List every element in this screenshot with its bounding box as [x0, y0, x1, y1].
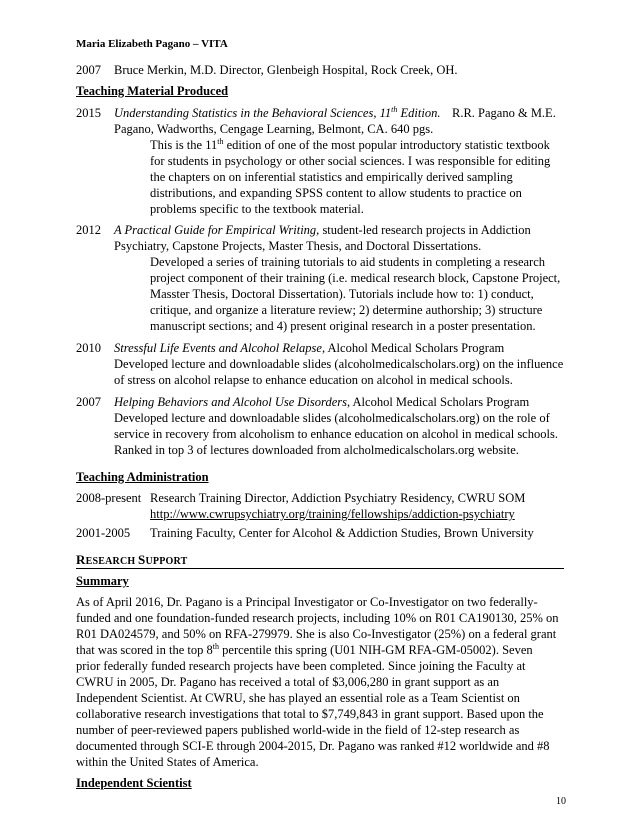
admin-years: 2008-present	[76, 491, 142, 505]
entry-year: 2007	[76, 395, 101, 409]
entry-title-rest: student-led research projects in Addiction	[319, 223, 531, 237]
lecture-title: Stressful Life Events and Alcohol Relapse	[114, 341, 322, 355]
admin-role: Training Faculty, Center for Alcohol & Addiction Studies, Brown University	[150, 526, 534, 540]
superscript: th	[391, 104, 398, 114]
entry-description: for students in psychology or other social sciences. I was responsible for editing	[150, 154, 551, 168]
entry-text: Ranked in top 3 of lectures downloaded from alcholmedicalscholars.org website.	[114, 443, 519, 457]
entry-description: Developed a series of training tutorials to aid students in completing a research	[150, 255, 546, 269]
entry-title-line	[114, 222, 531, 238]
lecture-title: Helping Behaviors and Alcohol Use Disorders	[114, 395, 347, 409]
entry-title-rest: , Alcohol Medical Scholars Program	[346, 395, 530, 409]
entry-description: critique, and organize a literature review; 2) determine authorship; 3) structure	[150, 303, 543, 317]
entry-title-line	[114, 105, 440, 121]
summary-line: within the United States of America.	[76, 755, 259, 769]
section-divider	[76, 568, 564, 569]
entry-authors: R.R. Pagano & M.E.	[452, 106, 556, 120]
summary-line: prior federally funded research projects have been completed. Since joining the Faculty at	[76, 659, 526, 673]
entry-text: Developed lecture and downloadable slides (alcoholmedicalscholars.org) on the role of	[114, 411, 550, 425]
entry-title-line	[114, 394, 529, 410]
book-title: Understanding Statistics in the Behavioral Sciences, 11	[114, 106, 392, 120]
summary-line: collaborative research investigations that total to $7,749,843 in grant support. Based upon the	[76, 707, 544, 721]
entry-year: 2007	[76, 63, 101, 77]
summary-line: CWRU in 2005, Dr. Pagano has received a total of $3,006,280 in grant support as an	[76, 675, 500, 689]
entry-text: service in recovery from alcoholism to enhance education on alcohol in medical schools.	[114, 427, 558, 441]
entry-year: 2015	[76, 106, 101, 120]
entry-description: the chapters on on inferential statistics and empirically derived sampling	[150, 170, 513, 184]
section-heading-teaching-admin: Teaching Administration	[76, 470, 209, 484]
entry-text: Pagano, Wadworths, Cengage Learning, Belmont, CA. 640 pgs.	[114, 122, 434, 136]
summary-line: As of April 2016, Dr. Pagano is a Principal Investigator or Co-Investigator on two federally-	[76, 595, 538, 609]
entry-description: Masster Thesis, Doctoral Dissertation). Tutorials include how to: 1) conduct,	[150, 287, 534, 301]
entry-description: distributions, and expanding SPSS content to allow students to practice on	[150, 186, 522, 200]
entry-text: Psychiatry, Capstone Projects, Master Thesis, and Doctoral Dissertations.	[114, 239, 482, 253]
entry-year: 2012	[76, 223, 101, 237]
entry-description: problems specific to the textbook material.	[150, 202, 364, 216]
section-heading-research-support: RESEARCH SUPPORT	[76, 552, 188, 567]
summary-line: number of peer-reviewed papers published world-wide in the field of 12-step research as	[76, 723, 520, 737]
summary-line: that was scored in the top 8th percentile this spring (U01 NIH-GM RFA-GM-05002). Seven	[76, 641, 533, 657]
entry-description: manuscript sections; and 4) present original research in a poster presentation.	[150, 319, 536, 333]
summary-line: R01 DA024579, and 50% on RFA-279979. She is also Co-Investigator (25%) on a federal grant	[76, 627, 557, 641]
summary-line: funded and one foundation-funded research projects, including 10% on R01 CA190130, 25% on	[76, 611, 559, 625]
entry-description: This is the 11th edition of one of the most popular introductory statistic textbook	[150, 136, 550, 152]
summary-line: documented through SCI-E through 2004-2015, Dr. Pagano was ranked #12 worldwide and #8	[76, 739, 550, 753]
page-number: 10	[556, 796, 566, 807]
book-title-tail: Edition.	[397, 106, 441, 120]
entry-year: 2010	[76, 341, 101, 355]
admin-years: 2001-2005	[76, 526, 131, 540]
entry-title-line	[114, 340, 504, 356]
training-url-link[interactable]: http://www.cwrupsychiatry.org/training/fellowships/addiction-psychiatry	[150, 507, 515, 521]
section-heading-teaching-material: Teaching Material Produced	[76, 84, 229, 98]
entry-text: of stress on alcohol relapse to enhance education on alcohol in medical schools.	[114, 373, 513, 387]
summary-line: Independent Scientist. At CWRU, she has played an essential role as a Team Scientist on	[76, 691, 520, 705]
admin-role: Research Training Director, Addiction Psychiatry Residency, CWRU SOM	[150, 491, 526, 505]
entry-text: Bruce Merkin, M.D. Director, Glenbeigh Hospital, Rock Creek, OH.	[114, 63, 458, 77]
book-title: A Practical Guide for Empirical Writing,	[114, 223, 320, 237]
independent-scientist-heading: Independent Scientist	[76, 776, 192, 790]
running-header: Maria Elizabeth Pagano – VITA	[76, 38, 228, 50]
entry-title-rest: , Alcohol Medical Scholars Program	[321, 341, 505, 355]
entry-text: Developed lecture and downloadable slides (alcoholmedicalscholars.org) on the influence	[114, 357, 564, 371]
summary-heading: Summary	[76, 574, 129, 588]
entry-description: project component of their training (i.e. medical research block, Capstone Project,	[150, 271, 561, 285]
